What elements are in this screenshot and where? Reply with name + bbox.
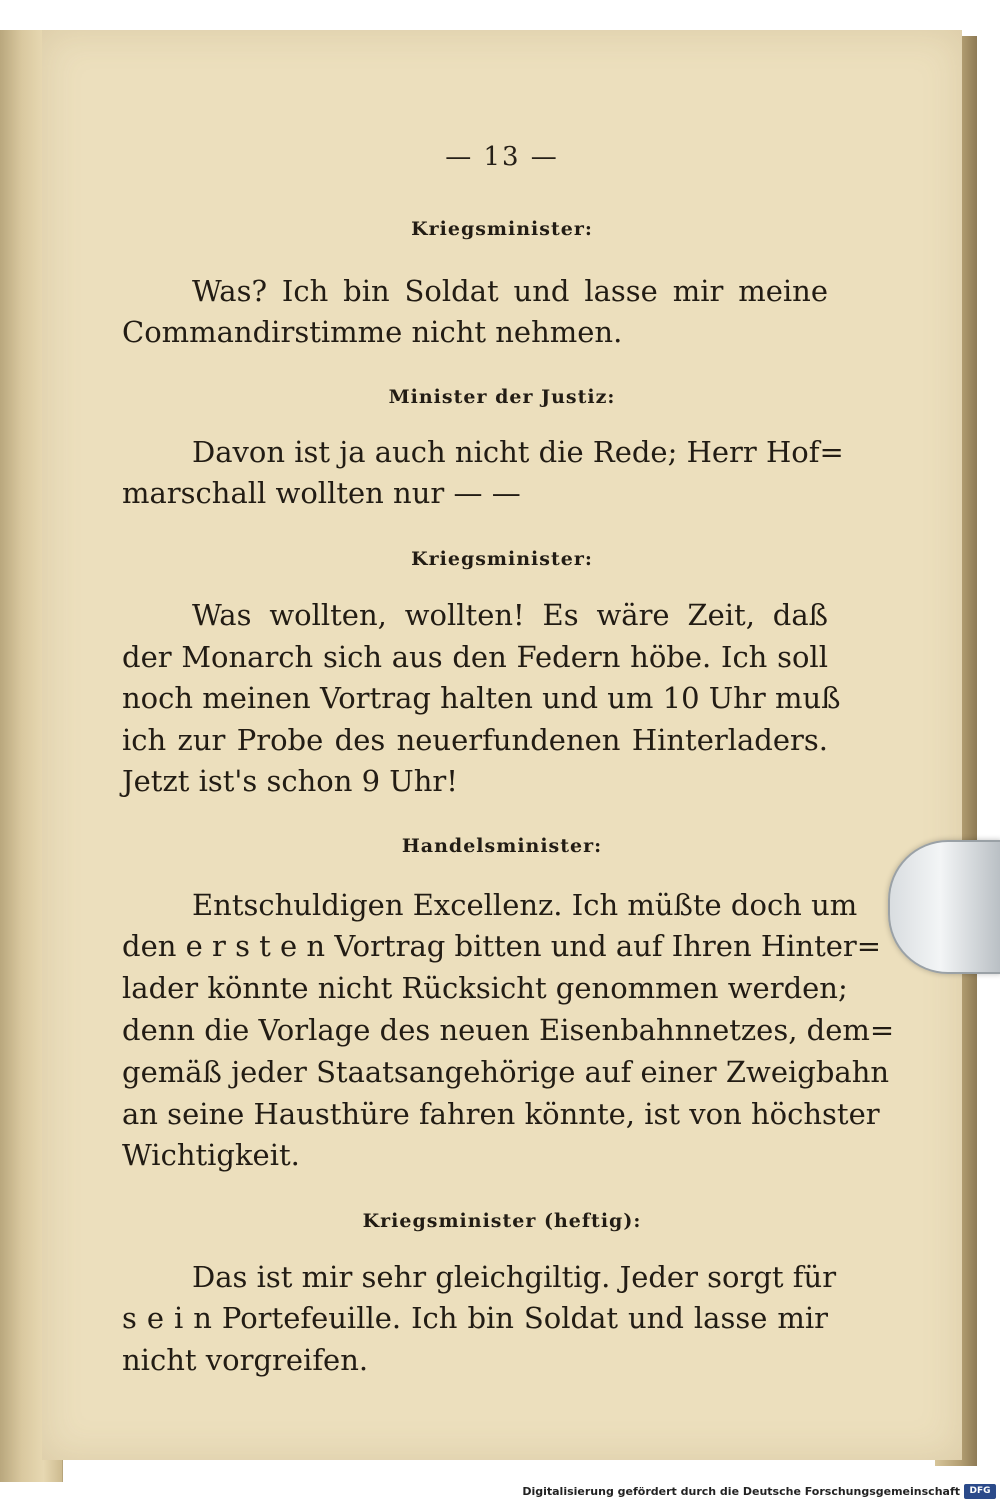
text-line: marschall wollten nur — — xyxy=(122,476,521,510)
text-line: noch meinen Vortrag halten und um 10 Uhr muß xyxy=(122,681,841,715)
text-line: ich zur Probe des neuerfundenen Hinterladers. xyxy=(122,723,828,757)
speaker-heading: Kriegsminister: xyxy=(411,218,593,240)
text-line: lader könnte nicht Rücksicht genommen werden; xyxy=(122,971,848,1005)
text-line: denn die Vorlage des neuen Eisenbahnnetzes, dem= xyxy=(122,1013,895,1047)
text-line: s e i n Portefeuille. Ich bin Soldat und lasse mir xyxy=(122,1301,828,1335)
speaker-heading: Kriegsminister: xyxy=(411,548,593,570)
text-line: der Monarch sich aus den Federn höbe. Ich soll xyxy=(122,640,828,674)
speaker-heading: Minister der Justiz: xyxy=(388,386,616,408)
dfg-logo: DFG xyxy=(964,1484,996,1499)
text-line: Entschuldigen Excellenz. Ich müßte doch um xyxy=(192,888,858,922)
text-line: nicht vorgreifen. xyxy=(122,1343,369,1377)
text-line: Davon ist ja auch nicht die Rede; Herr Hof= xyxy=(192,435,844,469)
footer-bar xyxy=(0,1482,1000,1503)
speaker-heading: Handelsminister: xyxy=(401,835,603,857)
footer-credit: Digitalisierung gefördert durch die Deutsche Forschungsgemeinschaft xyxy=(522,1485,960,1498)
speaker-heading: Kriegsminister (heftig): xyxy=(362,1210,642,1232)
text-line: Was? Ich bin Soldat und lasse mir meine xyxy=(192,274,828,308)
page-number: — 13 — xyxy=(445,142,559,172)
text-line: Wichtigkeit. xyxy=(122,1138,300,1172)
text-line: an seine Hausthüre fahren könnte, ist von höchster xyxy=(122,1097,880,1131)
text-line: den e r s t e n Vortrag bitten und auf Ihren Hinter= xyxy=(122,929,882,963)
text-line: Das ist mir sehr gleichgiltig. Jeder sorgt für xyxy=(192,1260,837,1294)
text-line: gemäß jeder Staatsangehörige auf einer Zweigbahn xyxy=(122,1055,890,1089)
text-line: Was wollten, wollten! Es wäre Zeit, daß xyxy=(192,598,828,632)
text-line: Commandirstimme nicht nehmen. xyxy=(122,315,623,349)
page-clip xyxy=(888,840,1000,974)
book-page xyxy=(42,30,962,1460)
text-line: Jetzt ist's schon 9 Uhr! xyxy=(122,764,458,798)
